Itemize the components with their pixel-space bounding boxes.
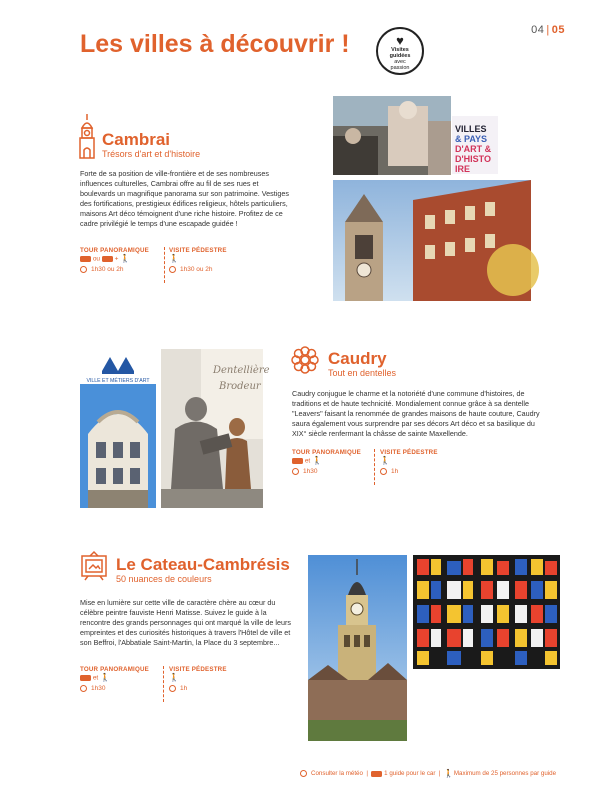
caudry-description: Caudry conjugue le charme et la notoriété d'une commune d'histoires, de traditions et de haute technicité. Mondialement connue grâce à sa dentelle "Leavers" faisant la renommée de grandes maisons de haute couture, Caudry saura également vous surprendre par ses décors Art déco et sa basilique du XIX° siècle renfermant la châsse de sainte Maxellende.: [292, 389, 540, 438]
cambrai-tower-photo: [333, 180, 531, 301]
le-cateau-visite-pedestre: VISITE PÉDESTRE 🚶 1h: [169, 666, 227, 692]
svg-text:IRE: IRE: [455, 164, 471, 174]
easel-icon: [80, 551, 108, 581]
bus-icon: [292, 458, 303, 464]
page-number: 04 | 05: [531, 24, 565, 36]
le-cateau-description: Mise en lumière sur cette ville de caractère chère au cœur du célèbre peintre fauviste Henri Matisse. Suivez le guide à la rencontre des grands personnages qui ont marqué la ville de leurs empreintes et des curiosités historiques à travers l'Hôtel de ville et son Beffroi, l'Abbatiale Saint-Martin, la Place du 3 septembre...: [80, 598, 291, 647]
svg-text:Dentellière: Dentellière: [213, 365, 270, 376]
belfry-photo: [308, 555, 407, 741]
caudry-statue-photo: [161, 349, 270, 508]
walker-icon: 🚶: [380, 456, 390, 465]
city-subtitle: Tout en dentelles: [328, 368, 397, 378]
belfry-icon: [76, 113, 98, 159]
divider: [374, 449, 375, 485]
guided-visits-badge: ♥ Visites guidées avec passion: [376, 27, 424, 75]
clock-icon: [80, 685, 87, 692]
walker-icon: 🚶: [120, 254, 131, 263]
city-name: Le Cateau-Cambrésis: [116, 555, 290, 574]
caudry-visite-pedestre: VISITE PÉDESTRE 🚶 1h: [380, 449, 438, 475]
walker-icon: 🚶: [169, 673, 179, 682]
city-name: Cambrai: [102, 130, 171, 149]
cambrai-heading: [102, 131, 200, 160]
stained-glass-photo: [413, 555, 560, 669]
caudry-tour-panoramique: TOUR PANORAMIQUE et 🚶 1h30: [292, 449, 361, 475]
svg-text:Brodeur: Brodeur: [219, 381, 261, 392]
svg-text:& PAYS: & PAYS: [455, 134, 488, 144]
bus-icon: [80, 256, 91, 262]
city-name: Caudry: [328, 349, 387, 368]
bus-icon: [102, 256, 113, 262]
bus-tour-photo: [333, 96, 451, 175]
le-cateau-tour-panoramique: TOUR PANORAMIQUE et 🚶 1h30: [80, 666, 149, 692]
caudry-heading: [328, 350, 396, 379]
clock-icon: [292, 468, 299, 475]
ville-metiers-art-logo: [80, 349, 156, 384]
clock-icon: [380, 468, 387, 475]
walker-icon: 🚶: [169, 254, 179, 263]
cambrai-description: Forte de sa position de ville-frontière et de ses nombreuses influences culturelles, Cambrai offre au fil de ses rues et boulevards un magnifique panorama sur son patrimoine. Vestiges des fortifications, prestigieux édifices religieux, hôtels particuliers, maisons Art déco témoignent d'une riche histoire. Profitez de ce cadre privilégié le temps d'une escapade guidée !: [80, 169, 289, 228]
svg-text:VILLE ET MÉTIERS D'ART: VILLE ET MÉTIERS D'ART: [86, 378, 150, 384]
cambrai-sign-photo: [452, 116, 498, 174]
walker-icon: 🚶: [312, 456, 323, 465]
city-subtitle: Trésors d'art et d'histoire: [102, 149, 201, 159]
clock-icon: [169, 266, 176, 273]
svg-text:VILLES: VILLES: [455, 124, 487, 134]
divider: [163, 666, 164, 702]
clock-icon: [80, 266, 87, 273]
divider: [164, 247, 165, 283]
lace-flower-icon: [291, 346, 319, 374]
svg-text:D'HISTO: D'HISTO: [455, 154, 491, 164]
bus-icon: [371, 771, 382, 777]
cambrai-tour-panoramique: TOUR PANORAMIQUE ou + 🚶 1h30 ou 2h: [80, 247, 149, 273]
weather-icon: [300, 770, 307, 777]
cambrai-visite-pedestre: VISITE PÉDESTRE 🚶 1h30 ou 2h: [169, 247, 227, 273]
heart-icon: ♥: [396, 33, 404, 48]
clock-icon: [169, 685, 176, 692]
walker-icon: 🚶: [100, 673, 111, 682]
le-cateau-heading: [116, 556, 290, 585]
city-subtitle: 50 nuances de couleurs: [116, 574, 212, 584]
walker-icon: 🚶: [443, 769, 454, 778]
page-title: Les villes à découvrir !: [80, 30, 350, 58]
footer-legend: Consulter la météo | 1 guide pour le car | 🚶Maximum de 25 personnes par guide: [300, 769, 556, 778]
bus-icon: [80, 675, 91, 681]
svg-text:D'ART &: D'ART &: [455, 144, 492, 154]
caudry-building-photo: [80, 384, 156, 508]
